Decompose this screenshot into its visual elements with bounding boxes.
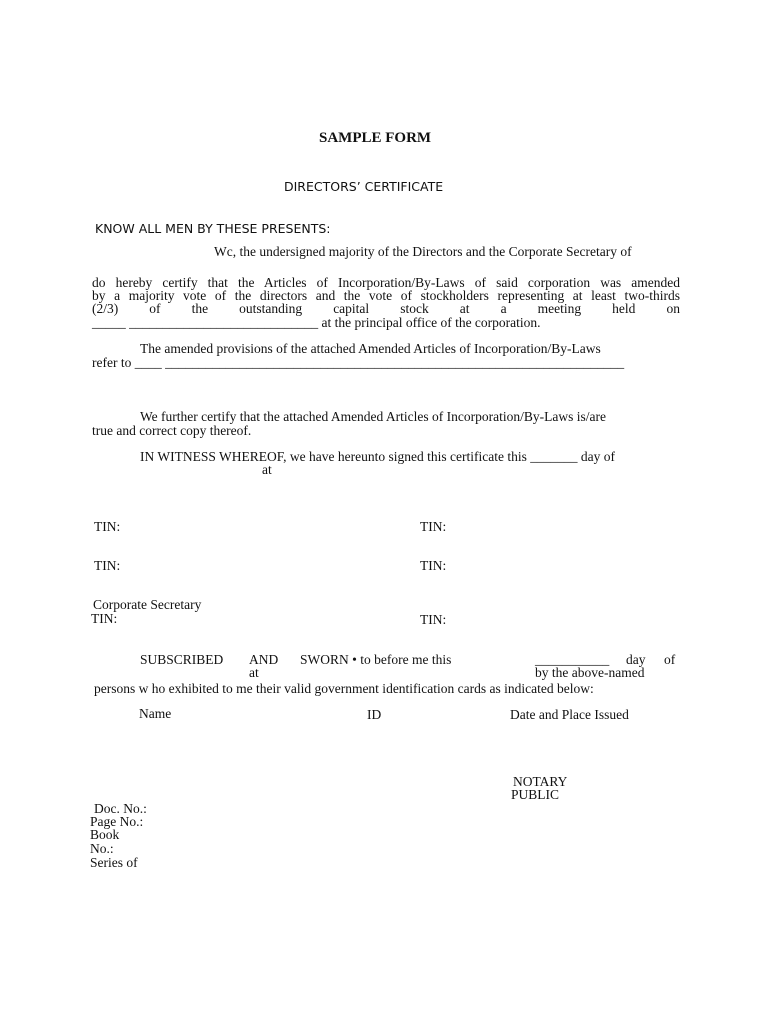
paragraph-1-line-3	[92, 302, 680, 316]
sworn-label: SWORN • to before me this	[300, 652, 452, 667]
word: meeting	[537, 301, 582, 316]
day-blank: ___________	[535, 652, 610, 667]
paragraph-1-line-4: _____ ____________________________ at the principal office of the corporation.	[92, 315, 541, 330]
word: held	[612, 301, 636, 316]
tin-label: TIN:	[91, 611, 118, 626]
tin-label: TIN:	[94, 558, 121, 573]
public-label: PUBLIC	[511, 787, 560, 802]
tin-label: TIN:	[94, 519, 121, 534]
witness-at: at	[262, 462, 272, 477]
paragraph-2-line-2: refer to ____ ____________________________________________________________________	[92, 355, 625, 370]
no-label: No.:	[90, 841, 114, 856]
paragraph-3-line-1: We further certify that the attached Amended Articles of Incorporation/By-Laws is/are	[140, 409, 606, 424]
paragraph-1-line-2: by a majority vote of the directors and the vote of stockholders representing at least two-thirds	[92, 288, 680, 303]
tin-label: TIN:	[420, 612, 447, 627]
know-all-heading: KNOW ALL MEN BY THESE PRESENTS:	[95, 221, 331, 236]
word: stock	[400, 301, 429, 316]
word: outstanding	[239, 301, 303, 316]
paragraph-1-line-1: do hereby certify that the Articles of Incorporation/By-Laws of said corporation was amended	[92, 275, 680, 290]
doc-no-label: Doc. No.:	[94, 801, 147, 816]
corporate-secretary-label: Corporate Secretary	[93, 597, 202, 612]
series-label: Series of	[90, 855, 138, 870]
paragraph-3-line-2: true and correct copy thereof.	[92, 423, 252, 438]
sworn-at: at	[249, 665, 259, 680]
and-label: AND	[249, 652, 279, 667]
word: at	[459, 301, 470, 316]
above-named-label: by the above-named	[535, 665, 645, 680]
word: of	[149, 301, 161, 316]
day-label: day	[626, 652, 646, 667]
tin-label: TIN:	[420, 519, 447, 534]
page-title: SAMPLE FORM	[319, 130, 432, 146]
certificate-subtitle: DIRECTORS’ CERTIFICATE	[284, 179, 444, 194]
word: a	[500, 301, 507, 316]
paragraph-2-line-1: The amended provisions of the attached Amended Articles of Incorporation/By-Laws	[140, 341, 601, 356]
word: capital	[333, 301, 370, 316]
subscribed-label: SUBSCRIBED	[140, 652, 224, 667]
book-label: Book	[90, 827, 120, 842]
notary-label: NOTARY	[513, 774, 568, 789]
column-name: Name	[139, 706, 172, 721]
word: the	[191, 301, 209, 316]
word: on	[666, 301, 680, 316]
page-no-label: Page No.:	[90, 814, 144, 829]
word: (2/3)	[92, 301, 119, 316]
persons-line: persons w ho exhibited to me their valid government identification cards as indicated below:	[94, 681, 594, 696]
column-date-place: Date and Place Issued	[510, 707, 629, 722]
column-id: ID	[367, 707, 382, 722]
tin-label: TIN:	[420, 558, 447, 573]
witness-line: IN WITNESS WHEREOF, we have hereunto signed this certificate this _______ day of	[140, 449, 615, 464]
paragraph-1-intro: Wc, the undersigned majority of the Directors and the Corporate Secretary of	[214, 244, 632, 259]
of-label: of	[664, 652, 676, 667]
